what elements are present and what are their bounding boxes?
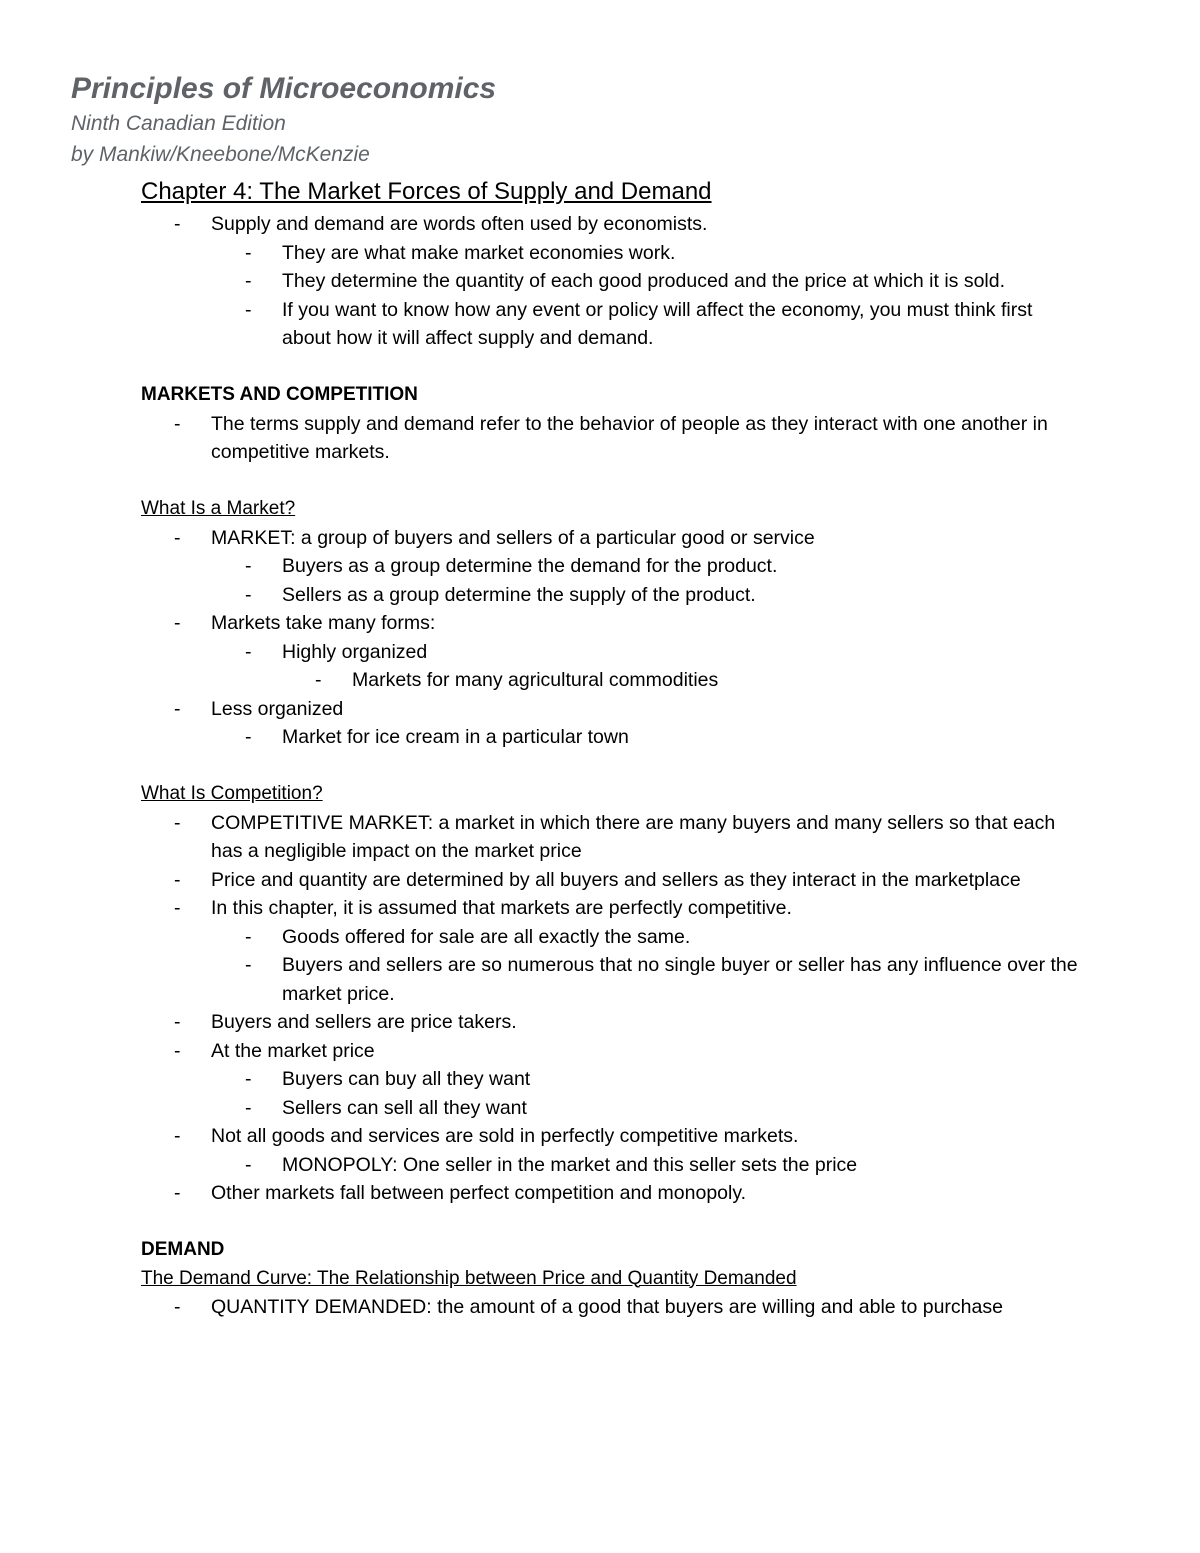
demand-list [141,1293,1081,1322]
list-item: - Markets take many forms: [141,609,1081,638]
subheading-demand-curve: The Demand Curve: The Relationship between Price and Quantity Demanded [141,1267,797,1289]
subheading-what-is-competition: What Is Competition? [141,783,323,804]
bullet-dash: - [174,697,181,720]
book-title: Principles of Microeconomics [71,72,497,105]
bullet-dash: - [174,1182,181,1204]
bullet-dash: - [174,811,181,834]
bullet-dash: - [245,270,252,292]
list-item: - Markets for many agricultural commodities [141,666,1081,695]
bullet-dash: - [245,583,252,606]
list-item: - Sellers as a group determine the supply of the product. [141,581,1081,610]
bullet-dash: - [315,669,322,691]
bullet-dash: - [245,1068,252,1090]
list-item: - The terms supply and demand refer to the behavior of people as they interact with one another in competitive markets. [141,410,1081,467]
bullet-dash: - [174,1039,181,1062]
bullet-dash: - [174,897,181,919]
list-item: - Supply and demand are words often used by economists. [141,210,1081,239]
list-item: - Buyers can buy all they want [141,1065,1081,1094]
list-item: - Sellers can sell all they want [141,1094,1081,1123]
list-item: - They are what make market economies work. [141,239,1081,268]
what-is-competition-list [141,809,1081,1208]
list-item: - Not all goods and services are sold in perfectly competitive markets. [141,1122,1081,1151]
bullet-dash: - [174,213,181,235]
list-item: - Buyers and sellers are so numerous that no single buyer or seller has any influence over the market price. [141,951,1081,1008]
list-item: - Goods offered for sale are all exactly the same. [141,923,1081,952]
list-item: - In this chapter, it is assumed that markets are perfectly competitive. [141,894,1081,923]
chapter-title: Chapter 4: The Market Forces of Supply and Demand [141,178,712,205]
bullet-dash: - [245,954,252,976]
bullet-dash: - [174,412,181,435]
list-item: - COMPETITIVE MARKET: a market in which there are many buyers and many sellers so that each has a negligible impact on the market price [141,809,1081,866]
bullet-dash: - [245,640,252,663]
bullet-dash: - [174,1296,181,1318]
bullet-dash: - [245,726,252,748]
what-is-market-list [141,524,1081,752]
list-item: - Buyers and sellers are price takers. [141,1008,1081,1037]
bullet-dash: - [245,241,252,264]
bullet-dash: - [174,1125,181,1147]
bullet-dash: - [245,1096,252,1119]
list-item: - At the market price [141,1037,1081,1066]
list-item: - QUANTITY DEMANDED: the amount of a good that buyers are willing and able to purchase [141,1293,1081,1322]
document-body [141,174,1081,1322]
bullet-dash: - [245,925,252,948]
bullet-dash: - [174,868,181,891]
list-item: - Price and quantity are determined by all buyers and sellers as they interact in the marketplace [141,866,1081,895]
intro-list [141,210,1081,353]
markets-competition-list [141,410,1081,467]
section-heading-markets-competition: MARKETS AND COMPETITION [141,384,418,405]
section-heading-demand: DEMAND [141,1239,225,1260]
list-item: - Other markets fall between perfect competition and monopoly. [141,1179,1081,1208]
list-item: - They determine the quantity of each good produced and the price at which it is sold. [141,267,1081,296]
list-item: - MONOPOLY: One seller in the market and this seller sets the price [141,1151,1081,1180]
book-authors: by Mankiw/Kneebone/McKenzie [71,143,370,166]
list-item: - If you want to know how any event or policy will affect the economy, you must think first about how it will affect supply and demand. [141,296,1081,353]
bullet-dash: - [245,298,252,321]
list-item: - MARKET: a group of buyers and sellers of a particular good or service [141,524,1081,553]
list-item: - Market for ice cream in a particular town [141,723,1081,752]
list-item: - Less organized [141,695,1081,724]
bullet-dash: - [174,612,181,634]
bullet-dash: - [245,555,252,577]
bullet-dash: - [174,526,181,549]
bullet-dash: - [245,1153,252,1176]
book-edition: Ninth Canadian Edition [71,112,286,135]
list-item: - Highly organized [141,638,1081,667]
subheading-what-is-market: What Is a Market? [141,498,296,519]
list-item: - Buyers as a group determine the demand for the product. [141,552,1081,581]
document-header [71,70,496,170]
bullet-dash: - [174,1011,181,1033]
